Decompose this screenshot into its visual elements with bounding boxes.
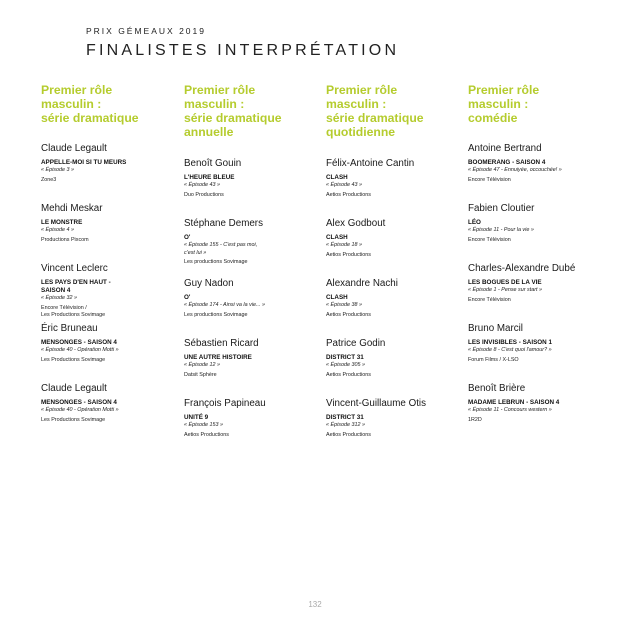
episode-title — [184, 362, 320, 370]
series-title-line: DISTRICT 31 — [326, 354, 364, 361]
actor-name: Bruno Marcil — [468, 323, 523, 334]
finalist-entry — [184, 398, 320, 458]
category-heading-line: série dramatique — [184, 111, 282, 125]
episode-title — [41, 295, 177, 303]
series-title — [184, 414, 320, 422]
series-title-line: LES INVISIBLES - SAISON 1 — [468, 339, 552, 346]
production-company-line: Encore Télévision — [468, 176, 511, 183]
production-company-line: Aetios Productions — [326, 371, 371, 378]
finalist-list — [41, 143, 177, 443]
episode-title-line: « Épisode 12 » — [184, 362, 220, 368]
series-title-line: MENSONGES - SAISON 4 — [41, 339, 117, 346]
episode-title — [41, 227, 177, 235]
episode-title-line: « Épisode 153 » — [184, 422, 223, 428]
production-company — [326, 252, 462, 260]
finalist-entry — [326, 338, 462, 398]
production-company-line: Aetios Productions — [326, 251, 371, 258]
series-title — [184, 174, 320, 182]
episode-title-line: « Épisode 11 - Pour la vie » — [468, 227, 534, 233]
episode-title — [41, 167, 177, 175]
episode-title — [184, 302, 320, 310]
episode-title — [326, 242, 462, 250]
production-company — [41, 305, 177, 320]
finalist-entry — [41, 143, 177, 203]
production-company — [468, 177, 604, 185]
production-company-line: Encore Télévision / — [41, 304, 87, 311]
actor-name: François Papineau — [184, 398, 266, 409]
episode-title — [326, 362, 462, 370]
production-company-line: Encore Télévision — [468, 236, 511, 243]
series-title — [326, 354, 462, 362]
series-title — [41, 219, 177, 227]
production-company-line: Les productions Sovimage — [184, 311, 248, 318]
finalist-list — [468, 143, 604, 443]
series-title — [326, 174, 462, 182]
finalist-column — [41, 83, 177, 423]
series-title — [468, 339, 604, 347]
production-company — [184, 259, 320, 267]
series-title-line: LES BOGUES DE LA VIE — [468, 279, 542, 286]
episode-title-line: « Épisode 38 » — [326, 302, 362, 308]
production-company-line: Les Productions Sovimage — [41, 312, 106, 318]
finalist-column — [184, 83, 320, 438]
finalist-entry — [184, 158, 320, 218]
actor-name: Antoine Bertrand — [468, 143, 542, 154]
actor-name: Alex Godbout — [326, 218, 386, 229]
finalist-entry — [41, 383, 177, 443]
series-title — [468, 279, 604, 287]
finalist-column — [326, 83, 462, 438]
finalist-entry — [468, 143, 604, 203]
episode-title — [41, 407, 177, 415]
category-heading-line: série dramatique — [41, 111, 139, 125]
episode-title — [468, 227, 604, 235]
category-heading-line: comédie — [468, 111, 518, 125]
category-heading-line: Premier rôle — [184, 83, 256, 97]
episode-title-line: « Épisode 18 » — [326, 242, 362, 248]
production-company — [184, 312, 320, 320]
category-heading-line: masculin : — [184, 97, 245, 111]
series-title — [41, 279, 177, 295]
episode-title — [326, 422, 462, 430]
finalist-list — [326, 158, 462, 458]
category-heading — [184, 83, 320, 139]
actor-name: Benoît Gouin — [184, 158, 242, 169]
finalist-entry — [184, 278, 320, 338]
actor-name: Claude Legault — [41, 383, 107, 394]
production-company — [468, 297, 604, 305]
series-title — [184, 354, 320, 362]
category-heading — [41, 83, 177, 125]
production-company — [468, 417, 604, 425]
finalist-entry — [468, 263, 604, 323]
series-title — [326, 234, 462, 242]
actor-name: Guy Nadon — [184, 278, 234, 289]
production-company-line: Encore Télévision — [468, 296, 511, 303]
production-company — [184, 192, 320, 200]
production-company — [41, 357, 177, 365]
production-company-line: Aetios Productions — [326, 191, 371, 198]
finalist-entry — [41, 323, 177, 383]
series-title — [468, 399, 604, 407]
series-title-line: CLASH — [326, 174, 348, 181]
series-title-line: MADAME LEBRUN - SAISON 4 — [468, 399, 560, 406]
kicker: PRIX GÉMEAUX 2019 — [86, 26, 206, 36]
actor-name: Claude Legault — [41, 143, 107, 154]
series-title — [468, 159, 604, 167]
series-title-line: APPELLE-MOI SI TU MEURS — [41, 159, 127, 166]
episode-title-line: c'est lui » — [184, 249, 207, 256]
production-company — [468, 237, 604, 245]
episode-title — [468, 407, 604, 415]
episode-title-line: « Épisode 11 - Concours western » — [468, 407, 552, 413]
production-company — [41, 417, 177, 425]
production-company-line: Aetios Productions — [326, 431, 371, 438]
episode-title-line: « Épisode 4 » — [41, 227, 74, 233]
actor-name: Sébastien Ricard — [184, 338, 259, 349]
episode-title-line: « Épisode 155 - C'est pas moi, — [184, 242, 258, 248]
production-company — [326, 192, 462, 200]
finalist-entry — [184, 218, 320, 278]
series-title — [41, 339, 177, 347]
episode-title-line: « Épisode 32 » — [41, 295, 77, 301]
finalist-entry — [326, 278, 462, 338]
series-title-line: MENSONGES - SAISON 4 — [41, 399, 117, 406]
actor-name: Vincent-Guillaume Otis — [326, 398, 427, 409]
episode-title — [468, 167, 604, 175]
episode-title — [468, 287, 604, 295]
production-company-line: 1R2D — [468, 416, 482, 423]
series-title-line: UNITÉ 9 — [184, 414, 209, 421]
series-title-line: O' — [184, 234, 191, 241]
series-title-line: LES PAYS D'EN HAUT - — [41, 279, 111, 286]
production-company-line: Datsit Sphère — [184, 371, 217, 378]
series-title — [468, 219, 604, 227]
production-company — [184, 372, 320, 380]
actor-name: Fabien Cloutier — [468, 203, 535, 214]
series-title-line: LÉO — [468, 219, 481, 226]
series-title-line: UNE AUTRE HISTOIRE — [184, 354, 252, 361]
episode-title-line: « Épisode 174 - Ainsi va la vie... » — [184, 302, 266, 308]
actor-name: Alexandre Nachi — [326, 278, 398, 289]
series-title-line: CLASH — [326, 294, 348, 301]
category-heading — [326, 83, 462, 139]
actor-name: Éric Bruneau — [41, 323, 98, 334]
category-heading — [468, 83, 604, 125]
episode-title-line: « Épisode 43 » — [184, 182, 220, 188]
actor-name: Mehdi Meskar — [41, 203, 103, 214]
production-company — [468, 357, 604, 365]
finalist-entry — [184, 338, 320, 398]
category-heading-line: quotidienne — [326, 125, 396, 139]
finalist-entry — [326, 218, 462, 278]
page-title: FINALISTES INTERPRÉTATION — [86, 42, 400, 59]
series-title-line: CLASH — [326, 234, 348, 241]
category-heading-line: Premier rôle — [326, 83, 398, 97]
category-heading-line: Premier rôle — [41, 83, 113, 97]
finalist-column — [468, 83, 604, 423]
category-heading-line: masculin : — [41, 97, 102, 111]
finalist-entry — [41, 203, 177, 263]
series-title-line: BOOMERANG - SAISON 4 — [468, 159, 546, 166]
production-company-line: Productions Pixcom — [41, 236, 89, 243]
episode-title — [184, 242, 320, 257]
production-company-line: Duo Productions — [184, 191, 224, 198]
series-title-line: DISTRICT 31 — [326, 414, 364, 421]
series-title — [326, 294, 462, 302]
series-title — [184, 234, 320, 242]
production-company — [41, 177, 177, 185]
actor-name: Patrice Godin — [326, 338, 386, 349]
actor-name: Vincent Leclerc — [41, 263, 108, 274]
series-title-line: SAISON 4 — [41, 287, 71, 294]
production-company — [326, 432, 462, 440]
production-company — [184, 432, 320, 440]
category-heading-line: masculin : — [326, 97, 387, 111]
production-company — [41, 237, 177, 245]
episode-title-line: « Épisode 47 - Ennuiyée, occouchée! » — [468, 167, 562, 173]
finalist-entry — [468, 203, 604, 263]
series-title — [41, 159, 177, 167]
finalist-entry — [41, 263, 177, 323]
episode-title-line: « Épisode 305 » — [326, 362, 365, 368]
episode-title-line: « Épisode 312 » — [326, 422, 365, 428]
actor-name: Benoît Brière — [468, 383, 526, 394]
production-company — [326, 312, 462, 320]
actor-name: Félix-Antoine Cantin — [326, 158, 415, 169]
production-company — [326, 372, 462, 380]
series-title-line: O' — [184, 294, 191, 301]
production-company-line: Les Productions Sovimage — [41, 416, 106, 423]
production-company-line: Aetios Productions — [326, 311, 371, 318]
episode-title — [184, 422, 320, 430]
episode-title-line: « Épisode 1 - Pense sur start » — [468, 287, 543, 293]
series-title-line: LE MONSTRE — [41, 219, 83, 226]
episode-title — [468, 347, 604, 355]
finalist-entry — [468, 383, 604, 443]
actor-name: Charles-Alexandre Dubé — [468, 263, 576, 274]
production-company-line: Les Productions Sovimage — [41, 356, 106, 363]
episode-title-line: « Épisode 8 - C'est quoi l'amour? » — [468, 347, 552, 353]
finalist-entry — [468, 323, 604, 383]
category-heading-line: annuelle — [184, 125, 234, 139]
episode-title — [326, 302, 462, 310]
series-title — [41, 399, 177, 407]
page-number: 132 — [308, 600, 322, 609]
series-title — [184, 294, 320, 302]
production-company-line: Aetios Productions — [184, 431, 229, 438]
episode-title-line: « Épisode 43 » — [326, 182, 362, 188]
episode-title-line: « Épisode 3 » — [41, 167, 74, 173]
finalist-list — [184, 158, 320, 458]
episode-title-line: « Épisode 40 - Opération Motti » — [41, 407, 119, 413]
episode-title — [41, 347, 177, 355]
production-company-line: Zone3 — [41, 176, 57, 183]
episode-title-line: « Épisode 40 - Opération Motti » — [41, 347, 119, 353]
actor-name: Stéphane Demers — [184, 218, 263, 229]
episode-title — [184, 182, 320, 190]
finalist-entry — [326, 158, 462, 218]
category-heading-line: série dramatique — [326, 111, 424, 125]
production-company-line: Les productions Sovimage — [184, 259, 248, 265]
production-company-line: Forum Films / X-LSO — [468, 356, 519, 363]
finalist-entry — [326, 398, 462, 458]
category-heading-line: Premier rôle — [468, 83, 540, 97]
category-heading-line: masculin : — [468, 97, 529, 111]
series-title-line: L'HEURE BLEUE — [184, 174, 235, 181]
series-title — [326, 414, 462, 422]
episode-title — [326, 182, 462, 190]
